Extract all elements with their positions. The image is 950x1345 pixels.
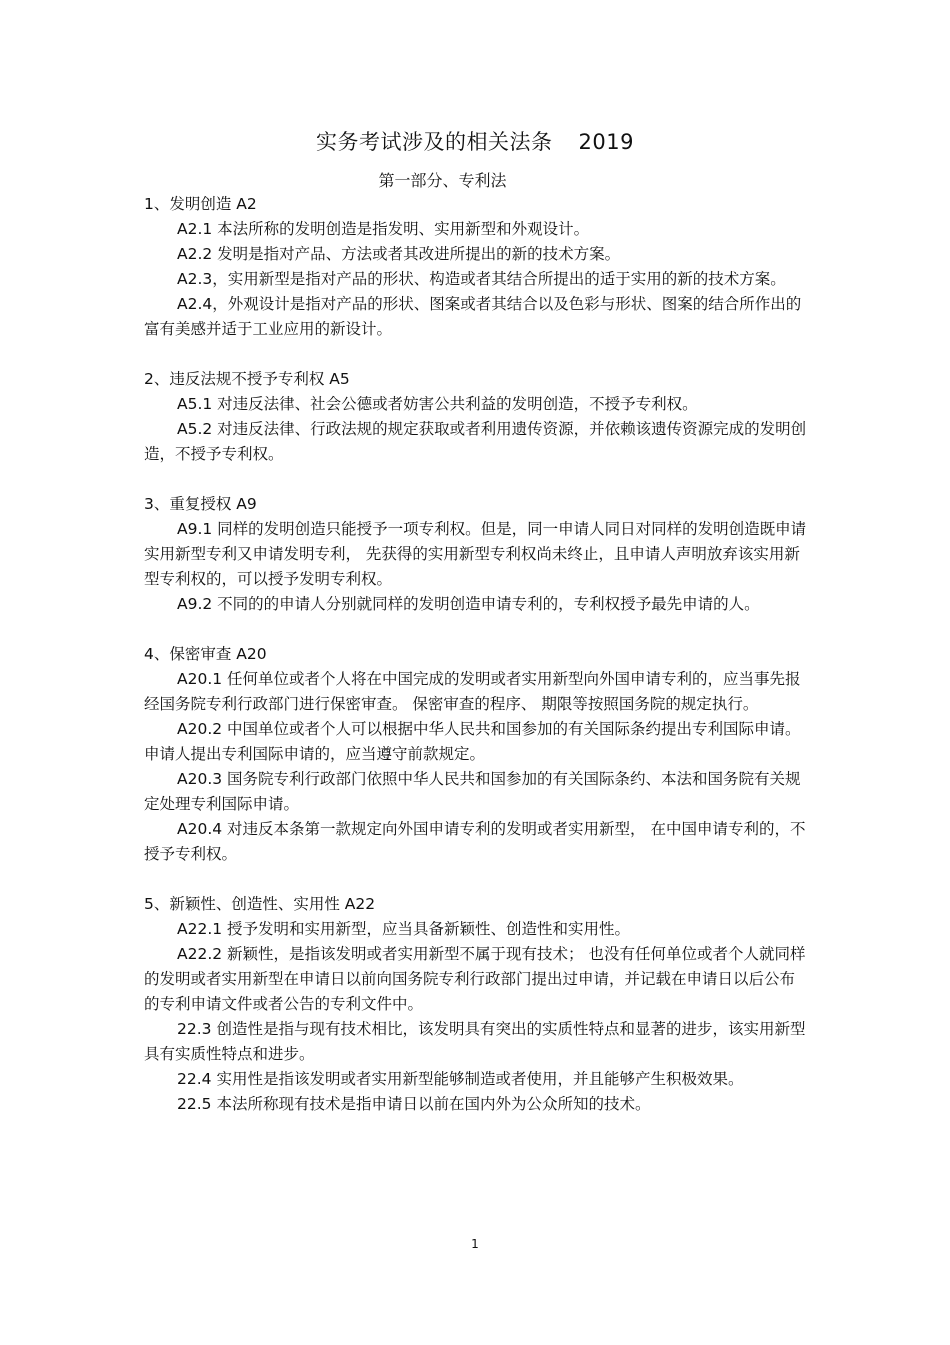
section-confidentiality-review bbox=[144, 642, 809, 867]
clause-paragraph: A2.2 发明是指对产品、方法或者其改进所提出的新的技术方案。 bbox=[177, 245, 621, 263]
clause-paragraph: A22.2 新颖性，是指该发明或者实用新型不属于现有技术； 也没有任何单位或者个人就同样的发明或者实用新型在申请日以前向国务院专利行政部门提出过申请，并记载在申请日以后公布的专利申请文件或者公告的专利文件中。 bbox=[144, 945, 806, 1013]
section-invention bbox=[144, 192, 809, 342]
clause-paragraph: 22.4 实用性是指该发明或者实用新型能够制造或者使用，并且能够产生积极效果。 bbox=[177, 1070, 744, 1088]
part-subtitle: 第一部分、专利法 bbox=[378, 171, 507, 190]
clause-paragraph: A2.4，外观设计是指对产品的形状、图案或者其结合以及色彩与形状、图案的结合所作出的富有美感并适于工业应用的新设计。 bbox=[144, 295, 802, 338]
clause-paragraph: A9.2 不同的的申请人分别就同样的发明创造申请专利的，专利权授予最先申请的人。 bbox=[177, 595, 760, 613]
clause-paragraph: A2.3，实用新型是指对产品的形状、构造或者其结合所提出的适于实用的新的技术方案。 bbox=[177, 270, 786, 288]
page-number: 1 bbox=[471, 1237, 479, 1251]
section-double-patenting bbox=[144, 492, 809, 617]
document-title bbox=[0, 128, 950, 156]
section-heading: 4、保密审查 A20 bbox=[144, 645, 267, 663]
title-text: 实务考试涉及的相关法条 bbox=[316, 130, 553, 154]
title-year: 2019 bbox=[578, 130, 634, 154]
clause-paragraph: A20.3 国务院专利行政部门依照中华人民共和国参加的有关国际条约、本法和国务院有关规定处理专利国际申请。 bbox=[144, 770, 801, 813]
section-patentability bbox=[144, 892, 809, 1117]
section-no-patent-violation bbox=[144, 367, 809, 467]
clause-paragraph: A20.1 任何单位或者个人将在中国完成的发明或者实用新型向外国申请专利的，应当事先报经国务院专利行政部门进行保密审查。 保密审查的程序、 期限等按照国务院的规定执行。 bbox=[144, 670, 801, 713]
section-heading: 5、新颖性、创造性、实用性 A22 bbox=[144, 895, 376, 913]
clause-paragraph: A9.1 同样的发明创造只能授予一项专利权。但是，同一申请人同日对同样的发明创造既申请实用新型专利又申请发明专利， 先获得的实用新型专利权尚未终止，且申请人声明放弃该实用新型专利权的，可以授予发明专利权。 bbox=[144, 520, 807, 588]
clause-paragraph: A2.1 本法所称的发明创造是指发明、实用新型和外观设计。 bbox=[177, 220, 590, 238]
section-heading: 1、发明创造 A2 bbox=[144, 195, 257, 213]
clause-paragraph: A22.1 授予发明和实用新型，应当具备新颖性、创造性和实用性。 bbox=[177, 920, 631, 938]
clause-paragraph: 22.3 创造性是指与现有技术相比，该发明具有突出的实质性特点和显著的进步，该实用新型具有实质性特点和进步。 bbox=[144, 1020, 806, 1063]
clause-paragraph: A20.4 对违反本条第一款规定向外国申请专利的发明或者实用新型， 在中国申请专利的，不授予专利权。 bbox=[144, 820, 806, 863]
section-heading: 3、重复授权 A9 bbox=[144, 495, 257, 513]
clause-paragraph: 22.5 本法所称现有技术是指申请日以前在国内外为公众所知的技术。 bbox=[177, 1095, 651, 1113]
clause-paragraph: A5.2 对违反法律、行政法规的规定获取或者利用遗传资源，并依赖该遗传资源完成的发明创造，不授予专利权。 bbox=[144, 420, 807, 463]
clause-paragraph: A20.2 中国单位或者个人可以根据中华人民共和国参加的有关国际条约提出专利国际申请。申请人提出专利国际申请的，应当遵守前款规定。 bbox=[144, 720, 801, 763]
document-body bbox=[144, 192, 809, 1117]
section-heading: 2、违反法规不授予专利权 A5 bbox=[144, 370, 350, 388]
clause-paragraph: A5.1 对违反法律、社会公德或者妨害公共利益的发明创造，不授予专利权。 bbox=[177, 395, 698, 413]
